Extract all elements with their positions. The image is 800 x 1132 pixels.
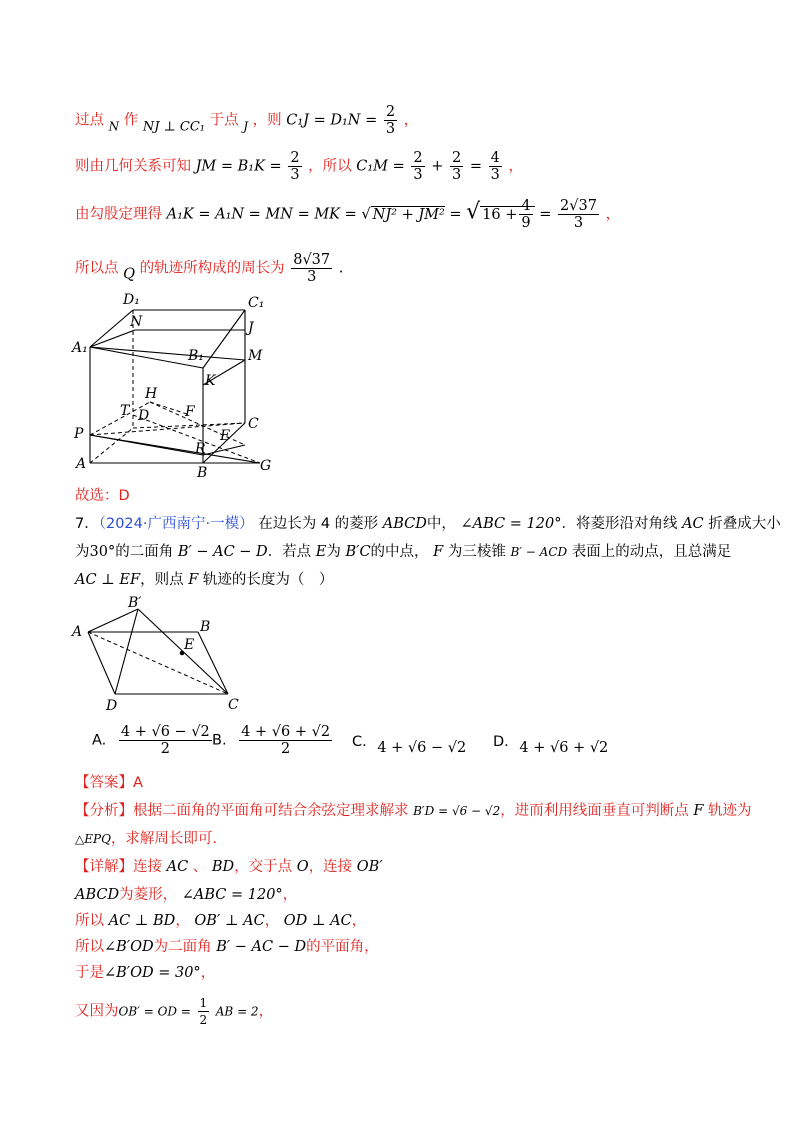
label-P: P: [74, 426, 84, 442]
question-line-2: [75, 542, 731, 562]
solution-line-3: [75, 198, 620, 231]
label-J: J: [248, 320, 254, 336]
math-sqrt-frac: 16 + $\frac{4}{9}$: [480, 206, 534, 223]
math-perp: NJ ⊥ CC₁: [142, 119, 206, 135]
option-d[interactable]: [493, 734, 608, 756]
text: 为二面角: [153, 939, 212, 955]
analysis-line-2: [75, 829, 217, 849]
option-expr: 4 + √6 + √2: [519, 740, 609, 756]
text: 的中点，: [370, 544, 429, 560]
fraction: $\frac{2}{3}$: [385, 104, 396, 137]
text: ，: [282, 887, 298, 903]
text: ）: [239, 516, 254, 532]
math: ∠ABC = 120°: [181, 887, 283, 903]
label-E: E: [220, 428, 231, 444]
text: 所以点: [75, 260, 119, 277]
math-expr: A₁K = A₁N = MN = MK =: [166, 206, 357, 223]
math: AC: [682, 516, 704, 532]
label-D: D: [106, 698, 118, 714]
text: 的平面角，: [306, 939, 379, 955]
text: 折叠成大小: [708, 516, 781, 532]
math: ABCD: [75, 887, 120, 903]
text: ，: [264, 913, 280, 929]
fraction: $\frac{4}{3}$: [490, 150, 500, 183]
math: OB′ ⊥ AC: [194, 913, 265, 929]
prism-figure: [60, 290, 300, 480]
text: .: [338, 260, 344, 277]
text: 的轨迹所构成的周长为: [139, 260, 285, 277]
fraction: $\frac{1}{2}$: [199, 996, 208, 1027]
text: 为三棱锥: [447, 544, 506, 560]
label-H: H: [145, 386, 158, 402]
option-expr: 4 + √6 − √2: [377, 740, 467, 756]
question-number: 7．: [75, 516, 99, 532]
label-C: C: [248, 416, 259, 432]
option-letter: D.: [493, 734, 509, 750]
label-C1: C₁: [248, 295, 265, 311]
question-source: 2024·广西南宁·一模: [105, 516, 240, 532]
math-op: =: [469, 158, 482, 175]
option-a[interactable]: [92, 724, 214, 757]
math: B′ − AC − D: [177, 544, 268, 560]
fraction: $\frac{2}{3}$: [413, 150, 423, 183]
text: ，: [403, 112, 419, 129]
text: 作: [123, 112, 139, 129]
text: ，: [200, 965, 216, 981]
text: ，: [508, 158, 523, 175]
math: B′ − AC − D: [216, 939, 307, 955]
text: ，进而利用线面垂直可判断点: [500, 803, 689, 819]
fraction: $\frac{2}{3}$: [290, 150, 300, 183]
text: （: [98, 516, 106, 532]
math-q: Q: [123, 266, 135, 283]
math-sqrt: NJ² + JM²: [372, 206, 445, 223]
text: 连接: [133, 859, 162, 875]
label-D1: D₁: [123, 292, 140, 308]
solution-line-1: [75, 104, 418, 138]
question-line-1: [75, 514, 781, 534]
option-fraction: $\frac{4 + √6 + √2}{2}$: [241, 724, 331, 757]
math: ∠B′OD: [104, 939, 154, 955]
detail-tag: 【详解】: [75, 859, 133, 875]
math: O: [296, 859, 309, 875]
text: 所以: [75, 939, 104, 955]
math-op: =: [449, 206, 462, 223]
detail-line-2: [75, 885, 297, 905]
label-N: N: [130, 314, 143, 330]
fraction: $\frac{2√37}{3}$: [560, 198, 597, 231]
label-E: E: [184, 637, 195, 653]
text: ，: [351, 913, 367, 929]
math: F: [693, 803, 704, 819]
text: ，连接: [308, 859, 353, 875]
math: △EPQ: [75, 832, 111, 846]
math-n: N: [108, 119, 120, 134]
math: OD ⊥ AC: [283, 913, 352, 929]
detail-line-4: [75, 937, 379, 957]
math: B′ − ACD: [510, 545, 568, 559]
text: ．将菱形沿对角线: [561, 516, 678, 532]
text: 所以: [75, 913, 104, 929]
text: 于点: [209, 112, 239, 129]
math: ∠B′OD = 30°: [104, 965, 201, 981]
text: 由勾股定理得: [75, 206, 162, 223]
text: 为: [326, 544, 341, 560]
text: 则由几何关系可知: [75, 158, 191, 175]
math: BD: [211, 859, 235, 875]
answer-previous: 故选：D: [75, 488, 130, 504]
label-G: G: [260, 458, 272, 474]
label-C: C: [228, 697, 239, 713]
analysis-line-1: [75, 801, 751, 821]
math: AC ⊥ EF: [75, 572, 141, 588]
label-R: R: [195, 441, 206, 457]
label-D: D: [138, 408, 150, 424]
math: AC ⊥ BD: [108, 913, 176, 929]
math-expr: JM = B₁K =: [195, 158, 282, 175]
label-Bp: B′: [128, 595, 142, 611]
text: ，交于点: [234, 859, 293, 875]
math: B′D = √6 − √2: [413, 804, 501, 818]
math: AC: [166, 859, 189, 875]
math: OB′ = OD =: [118, 1004, 191, 1019]
math: F: [188, 572, 199, 588]
label-B: B: [197, 465, 208, 480]
text: ，则点: [140, 572, 184, 588]
option-fraction: $\frac{4 + √6 - √2}{2}$: [120, 724, 210, 757]
math: 30°: [89, 544, 116, 560]
math: OB′: [356, 859, 383, 875]
text: 过点: [75, 112, 104, 129]
solution-line-2: [75, 150, 523, 183]
detail-line-3: [75, 911, 366, 931]
label-A1: A₁: [72, 340, 88, 356]
text: ，所以: [308, 158, 352, 175]
text: 轨迹的长度为（ ）: [202, 572, 334, 588]
analysis-tag: 【分析】: [75, 803, 133, 819]
option-b[interactable]: [212, 724, 334, 757]
text: 中，: [426, 516, 456, 532]
text: 为: [75, 544, 90, 560]
math-expr: C₁M =: [356, 158, 405, 175]
text: 在边长为 4 的菱形: [258, 516, 379, 532]
text: 、: [192, 859, 208, 875]
label-T: T: [120, 403, 130, 419]
text: ，则: [252, 112, 282, 129]
fraction: $\frac{8√37}{3}$: [293, 252, 331, 285]
detail-line-5: [75, 963, 215, 983]
text: ，: [605, 206, 621, 223]
detail-line-6: [75, 995, 273, 1028]
text: 表面上的动点，且总满足: [571, 544, 732, 560]
label-B1: B₁: [188, 348, 204, 364]
detail-line-1: [75, 857, 383, 877]
math: ∠ABC = 120°: [460, 516, 562, 532]
text: ．若点: [267, 544, 312, 560]
label-B: B: [200, 619, 211, 635]
answer-value: A: [133, 775, 143, 791]
math: E: [315, 544, 327, 560]
text: 轨迹为: [707, 803, 752, 819]
math: F: [433, 544, 444, 560]
question-line-3: [75, 570, 333, 590]
text: 于是: [75, 965, 104, 981]
math: ABCD: [382, 516, 427, 532]
math-j: J: [243, 119, 249, 134]
option-letter: C.: [352, 734, 367, 750]
option-letter: B.: [212, 732, 227, 749]
sqrt-sign: √: [361, 206, 371, 223]
math-expr: C₁J = D₁N =: [286, 112, 378, 129]
text: 为菱形，: [119, 887, 178, 903]
math: AB = 2: [215, 1004, 259, 1019]
text: 的二面角: [115, 544, 174, 560]
text: ，求解周长即可.: [110, 831, 218, 847]
label-K: K: [205, 373, 216, 389]
label-A: A: [76, 456, 87, 472]
math: B′C: [345, 544, 371, 560]
math-op: +: [431, 158, 444, 175]
label-M: M: [248, 348, 263, 364]
text: 又因为: [75, 1003, 119, 1020]
text: ，: [175, 913, 190, 929]
option-letter: A.: [92, 732, 107, 749]
answer-line: [75, 773, 143, 793]
rhombus-figure: [60, 595, 260, 715]
math-op: =: [539, 206, 552, 223]
label-F: F: [185, 404, 195, 420]
label-A: A: [72, 624, 83, 640]
sqrt-sign: √: [466, 199, 481, 225]
text: 根据二面角的平面角可结合余弦定理求解求: [133, 803, 409, 819]
answer-tag: 【答案】: [75, 775, 133, 791]
fraction: $\frac{2}{3}$: [452, 150, 462, 183]
option-c[interactable]: [352, 734, 466, 756]
solution-line-4: [75, 252, 343, 285]
text: ，: [258, 1003, 274, 1020]
